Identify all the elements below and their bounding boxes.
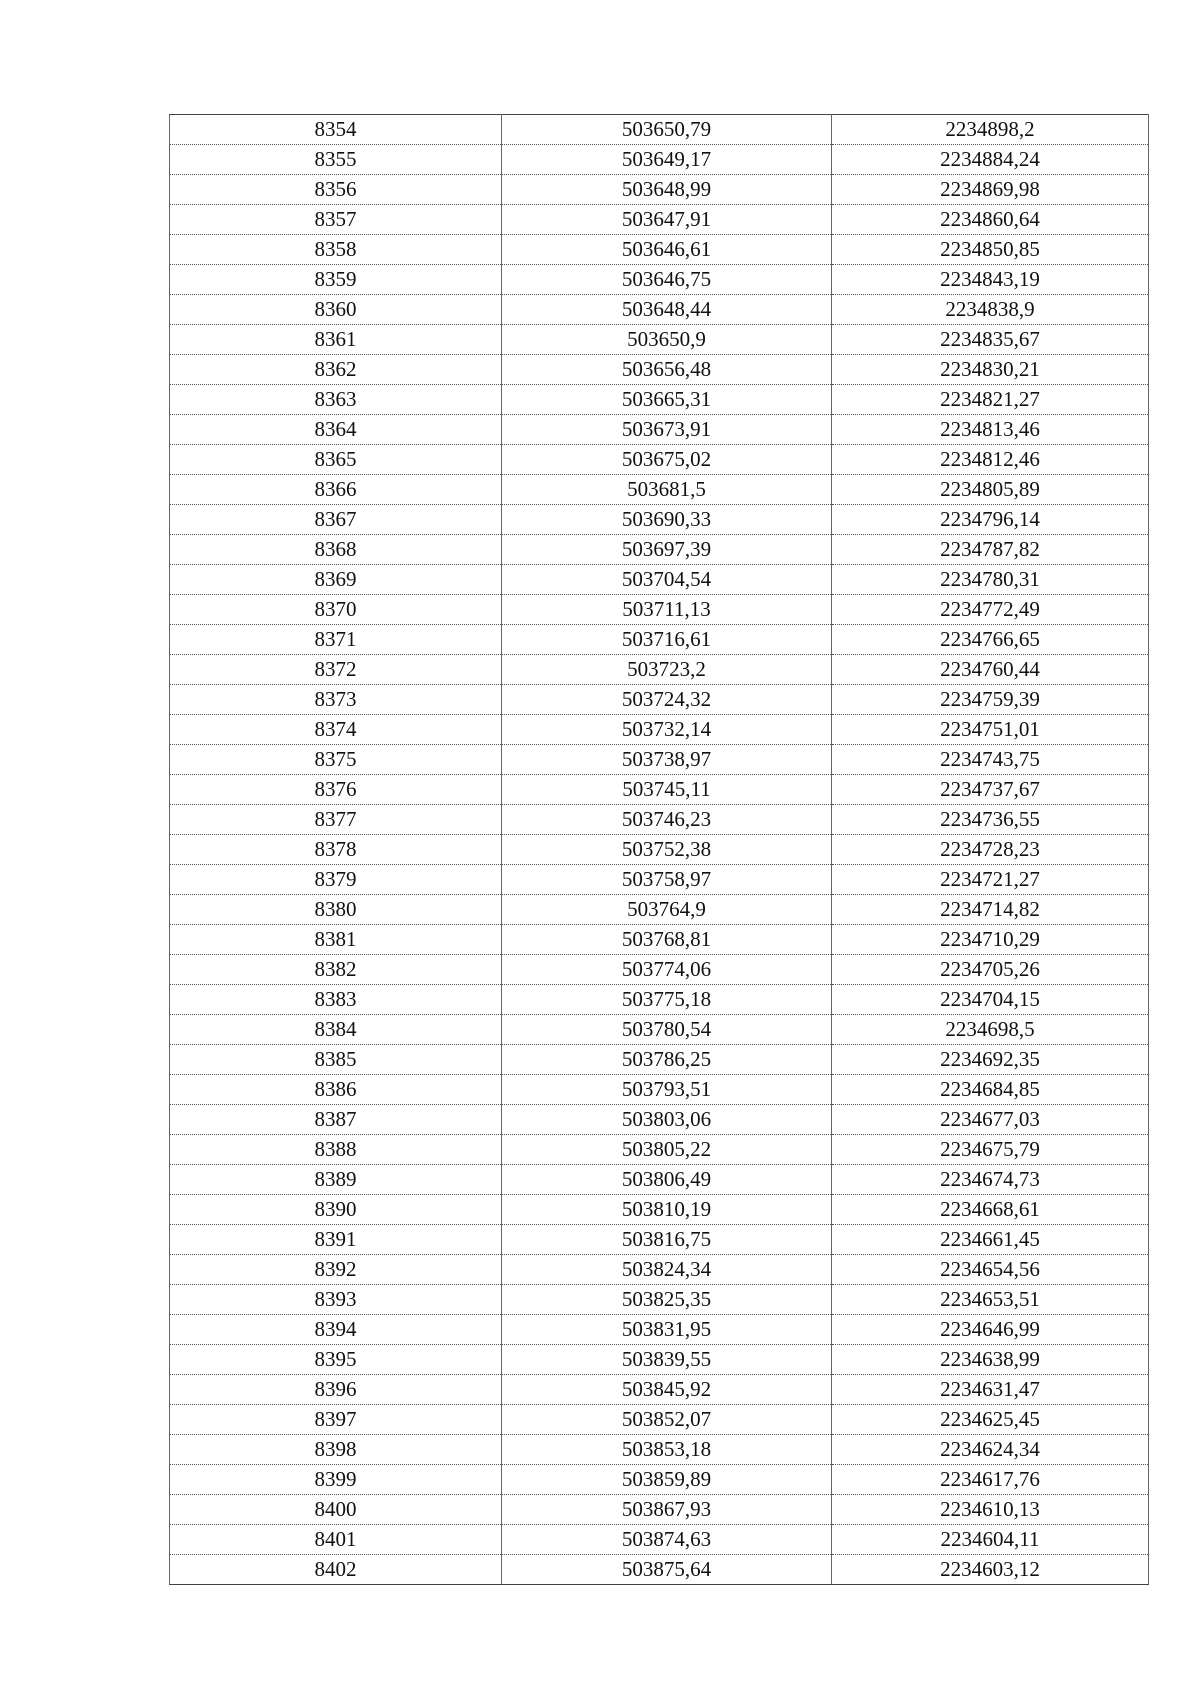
x-coordinate-cell: 503745,11	[502, 775, 832, 805]
y-coordinate-cell: 2234710,29	[832, 925, 1149, 955]
table-row	[170, 655, 1149, 685]
x-coordinate-cell: 503650,9	[502, 325, 832, 355]
table-row	[170, 925, 1149, 955]
point-number-cell: 8386	[170, 1075, 502, 1105]
y-coordinate-cell: 2234705,26	[832, 955, 1149, 985]
point-number-cell: 8356	[170, 175, 502, 205]
y-coordinate-cell: 2234675,79	[832, 1135, 1149, 1165]
x-coordinate-cell: 503768,81	[502, 925, 832, 955]
table-row	[170, 1075, 1149, 1105]
x-coordinate-cell: 503852,07	[502, 1405, 832, 1435]
y-coordinate-cell: 2234692,35	[832, 1045, 1149, 1075]
x-coordinate-cell: 503738,97	[502, 745, 832, 775]
y-coordinate-cell: 2234654,56	[832, 1255, 1149, 1285]
point-number-cell: 8364	[170, 415, 502, 445]
table-row	[170, 1345, 1149, 1375]
x-coordinate-cell: 503780,54	[502, 1015, 832, 1045]
y-coordinate-cell: 2234830,21	[832, 355, 1149, 385]
y-coordinate-cell: 2234860,64	[832, 205, 1149, 235]
table-row	[170, 385, 1149, 415]
point-number-cell: 8379	[170, 865, 502, 895]
point-number-cell: 8396	[170, 1375, 502, 1405]
point-number-cell: 8375	[170, 745, 502, 775]
table-row	[170, 745, 1149, 775]
table-row	[170, 1015, 1149, 1045]
point-number-cell: 8398	[170, 1435, 502, 1465]
x-coordinate-cell: 503874,63	[502, 1525, 832, 1555]
table-row	[170, 865, 1149, 895]
y-coordinate-cell: 2234677,03	[832, 1105, 1149, 1135]
point-number-cell: 8373	[170, 685, 502, 715]
table-row	[170, 1225, 1149, 1255]
point-number-cell: 8367	[170, 505, 502, 535]
point-number-cell: 8401	[170, 1525, 502, 1555]
point-number-cell: 8355	[170, 145, 502, 175]
x-coordinate-cell: 503646,75	[502, 265, 832, 295]
point-number-cell: 8359	[170, 265, 502, 295]
point-number-cell: 8365	[170, 445, 502, 475]
y-coordinate-cell: 2234617,76	[832, 1465, 1149, 1495]
point-number-cell: 8357	[170, 205, 502, 235]
point-number-cell: 8381	[170, 925, 502, 955]
coordinates-table-body	[170, 115, 1149, 1585]
x-coordinate-cell: 503656,48	[502, 355, 832, 385]
y-coordinate-cell: 2234631,47	[832, 1375, 1149, 1405]
x-coordinate-cell: 503831,95	[502, 1315, 832, 1345]
x-coordinate-cell: 503793,51	[502, 1075, 832, 1105]
x-coordinate-cell: 503810,19	[502, 1195, 832, 1225]
table-row	[170, 1045, 1149, 1075]
x-coordinate-cell: 503716,61	[502, 625, 832, 655]
table-row	[170, 175, 1149, 205]
x-coordinate-cell: 503775,18	[502, 985, 832, 1015]
x-coordinate-cell: 503673,91	[502, 415, 832, 445]
point-number-cell: 8363	[170, 385, 502, 415]
table-row	[170, 625, 1149, 655]
point-number-cell: 8402	[170, 1555, 502, 1585]
point-number-cell: 8392	[170, 1255, 502, 1285]
y-coordinate-cell: 2234751,01	[832, 715, 1149, 745]
y-coordinate-cell: 2234884,24	[832, 145, 1149, 175]
y-coordinate-cell: 2234796,14	[832, 505, 1149, 535]
x-coordinate-cell: 503774,06	[502, 955, 832, 985]
x-coordinate-cell: 503803,06	[502, 1105, 832, 1135]
y-coordinate-cell: 2234843,19	[832, 265, 1149, 295]
y-coordinate-cell: 2234821,27	[832, 385, 1149, 415]
x-coordinate-cell: 503859,89	[502, 1465, 832, 1495]
y-coordinate-cell: 2234805,89	[832, 475, 1149, 505]
x-coordinate-cell: 503752,38	[502, 835, 832, 865]
table-row	[170, 685, 1149, 715]
point-number-cell: 8360	[170, 295, 502, 325]
y-coordinate-cell: 2234850,85	[832, 235, 1149, 265]
point-number-cell: 8389	[170, 1165, 502, 1195]
table-row	[170, 1285, 1149, 1315]
point-number-cell: 8354	[170, 115, 502, 145]
point-number-cell: 8387	[170, 1105, 502, 1135]
table-row	[170, 715, 1149, 745]
y-coordinate-cell: 2234728,23	[832, 835, 1149, 865]
y-coordinate-cell: 2234603,12	[832, 1555, 1149, 1585]
x-coordinate-cell: 503648,44	[502, 295, 832, 325]
y-coordinate-cell: 2234772,49	[832, 595, 1149, 625]
table-row	[170, 1255, 1149, 1285]
y-coordinate-cell: 2234835,67	[832, 325, 1149, 355]
table-row	[170, 205, 1149, 235]
point-number-cell: 8374	[170, 715, 502, 745]
x-coordinate-cell: 503867,93	[502, 1495, 832, 1525]
point-number-cell: 8399	[170, 1465, 502, 1495]
x-coordinate-cell: 503665,31	[502, 385, 832, 415]
point-number-cell: 8400	[170, 1495, 502, 1525]
point-number-cell: 8376	[170, 775, 502, 805]
table-row	[170, 1375, 1149, 1405]
table-row	[170, 1165, 1149, 1195]
point-number-cell: 8368	[170, 535, 502, 565]
table-row	[170, 595, 1149, 625]
point-number-cell: 8384	[170, 1015, 502, 1045]
y-coordinate-cell: 2234661,45	[832, 1225, 1149, 1255]
point-number-cell: 8390	[170, 1195, 502, 1225]
table-row	[170, 535, 1149, 565]
x-coordinate-cell: 503758,97	[502, 865, 832, 895]
y-coordinate-cell: 2234674,73	[832, 1165, 1149, 1195]
table-row	[170, 1465, 1149, 1495]
x-coordinate-cell: 503875,64	[502, 1555, 832, 1585]
y-coordinate-cell: 2234787,82	[832, 535, 1149, 565]
point-number-cell: 8362	[170, 355, 502, 385]
table-row	[170, 1555, 1149, 1585]
table-row	[170, 505, 1149, 535]
y-coordinate-cell: 2234638,99	[832, 1345, 1149, 1375]
table-row	[170, 1105, 1149, 1135]
table-row	[170, 805, 1149, 835]
y-coordinate-cell: 2234743,75	[832, 745, 1149, 775]
table-row	[170, 1135, 1149, 1165]
table-row	[170, 1435, 1149, 1465]
point-number-cell: 8394	[170, 1315, 502, 1345]
table-row	[170, 475, 1149, 505]
point-number-cell: 8377	[170, 805, 502, 835]
x-coordinate-cell: 503824,34	[502, 1255, 832, 1285]
x-coordinate-cell: 503764,9	[502, 895, 832, 925]
x-coordinate-cell: 503697,39	[502, 535, 832, 565]
y-coordinate-cell: 2234653,51	[832, 1285, 1149, 1315]
x-coordinate-cell: 503723,2	[502, 655, 832, 685]
x-coordinate-cell: 503746,23	[502, 805, 832, 835]
point-number-cell: 8380	[170, 895, 502, 925]
point-number-cell: 8370	[170, 595, 502, 625]
y-coordinate-cell: 2234684,85	[832, 1075, 1149, 1105]
table-row	[170, 1405, 1149, 1435]
x-coordinate-cell: 503650,79	[502, 115, 832, 145]
table-row	[170, 265, 1149, 295]
table-row	[170, 985, 1149, 1015]
table-row	[170, 145, 1149, 175]
x-coordinate-cell: 503845,92	[502, 1375, 832, 1405]
y-coordinate-cell: 2234759,39	[832, 685, 1149, 715]
x-coordinate-cell: 503805,22	[502, 1135, 832, 1165]
x-coordinate-cell: 503816,75	[502, 1225, 832, 1255]
point-number-cell: 8382	[170, 955, 502, 985]
x-coordinate-cell: 503732,14	[502, 715, 832, 745]
table-row	[170, 1195, 1149, 1225]
x-coordinate-cell: 503675,02	[502, 445, 832, 475]
point-number-cell: 8369	[170, 565, 502, 595]
table-row	[170, 325, 1149, 355]
y-coordinate-cell: 2234737,67	[832, 775, 1149, 805]
x-coordinate-cell: 503839,55	[502, 1345, 832, 1375]
table-row	[170, 1315, 1149, 1345]
point-number-cell: 8372	[170, 655, 502, 685]
y-coordinate-cell: 2234838,9	[832, 295, 1149, 325]
table-row	[170, 1495, 1149, 1525]
y-coordinate-cell: 2234668,61	[832, 1195, 1149, 1225]
y-coordinate-cell: 2234780,31	[832, 565, 1149, 595]
y-coordinate-cell: 2234898,2	[832, 115, 1149, 145]
x-coordinate-cell: 503786,25	[502, 1045, 832, 1075]
y-coordinate-cell: 2234869,98	[832, 175, 1149, 205]
y-coordinate-cell: 2234760,44	[832, 655, 1149, 685]
x-coordinate-cell: 503646,61	[502, 235, 832, 265]
y-coordinate-cell: 2234721,27	[832, 865, 1149, 895]
y-coordinate-cell: 2234610,13	[832, 1495, 1149, 1525]
y-coordinate-cell: 2234646,99	[832, 1315, 1149, 1345]
table-row	[170, 295, 1149, 325]
table-row	[170, 955, 1149, 985]
table-row	[170, 415, 1149, 445]
point-number-cell: 8371	[170, 625, 502, 655]
point-number-cell: 8358	[170, 235, 502, 265]
y-coordinate-cell: 2234704,15	[832, 985, 1149, 1015]
x-coordinate-cell: 503724,32	[502, 685, 832, 715]
x-coordinate-cell: 503704,54	[502, 565, 832, 595]
y-coordinate-cell: 2234604,11	[832, 1525, 1149, 1555]
point-number-cell: 8395	[170, 1345, 502, 1375]
point-number-cell: 8383	[170, 985, 502, 1015]
table-row	[170, 835, 1149, 865]
table-row	[170, 355, 1149, 385]
point-number-cell: 8388	[170, 1135, 502, 1165]
point-number-cell: 8397	[170, 1405, 502, 1435]
x-coordinate-cell: 503647,91	[502, 205, 832, 235]
y-coordinate-cell: 2234625,45	[832, 1405, 1149, 1435]
table-row	[170, 775, 1149, 805]
x-coordinate-cell: 503681,5	[502, 475, 832, 505]
table-row	[170, 895, 1149, 925]
point-number-cell: 8385	[170, 1045, 502, 1075]
y-coordinate-cell: 2234698,5	[832, 1015, 1149, 1045]
coordinates-table	[169, 114, 1149, 1585]
point-number-cell: 8393	[170, 1285, 502, 1315]
x-coordinate-cell: 503648,99	[502, 175, 832, 205]
y-coordinate-cell: 2234714,82	[832, 895, 1149, 925]
y-coordinate-cell: 2234812,46	[832, 445, 1149, 475]
table-row	[170, 1525, 1149, 1555]
x-coordinate-cell: 503690,33	[502, 505, 832, 535]
table-row	[170, 445, 1149, 475]
x-coordinate-cell: 503806,49	[502, 1165, 832, 1195]
y-coordinate-cell: 2234766,65	[832, 625, 1149, 655]
point-number-cell: 8391	[170, 1225, 502, 1255]
point-number-cell: 8378	[170, 835, 502, 865]
y-coordinate-cell: 2234624,34	[832, 1435, 1149, 1465]
table-row	[170, 565, 1149, 595]
x-coordinate-cell: 503853,18	[502, 1435, 832, 1465]
table-row	[170, 235, 1149, 265]
x-coordinate-cell: 503649,17	[502, 145, 832, 175]
point-number-cell: 8361	[170, 325, 502, 355]
point-number-cell: 8366	[170, 475, 502, 505]
table-row	[170, 115, 1149, 145]
y-coordinate-cell: 2234736,55	[832, 805, 1149, 835]
x-coordinate-cell: 503825,35	[502, 1285, 832, 1315]
x-coordinate-cell: 503711,13	[502, 595, 832, 625]
y-coordinate-cell: 2234813,46	[832, 415, 1149, 445]
